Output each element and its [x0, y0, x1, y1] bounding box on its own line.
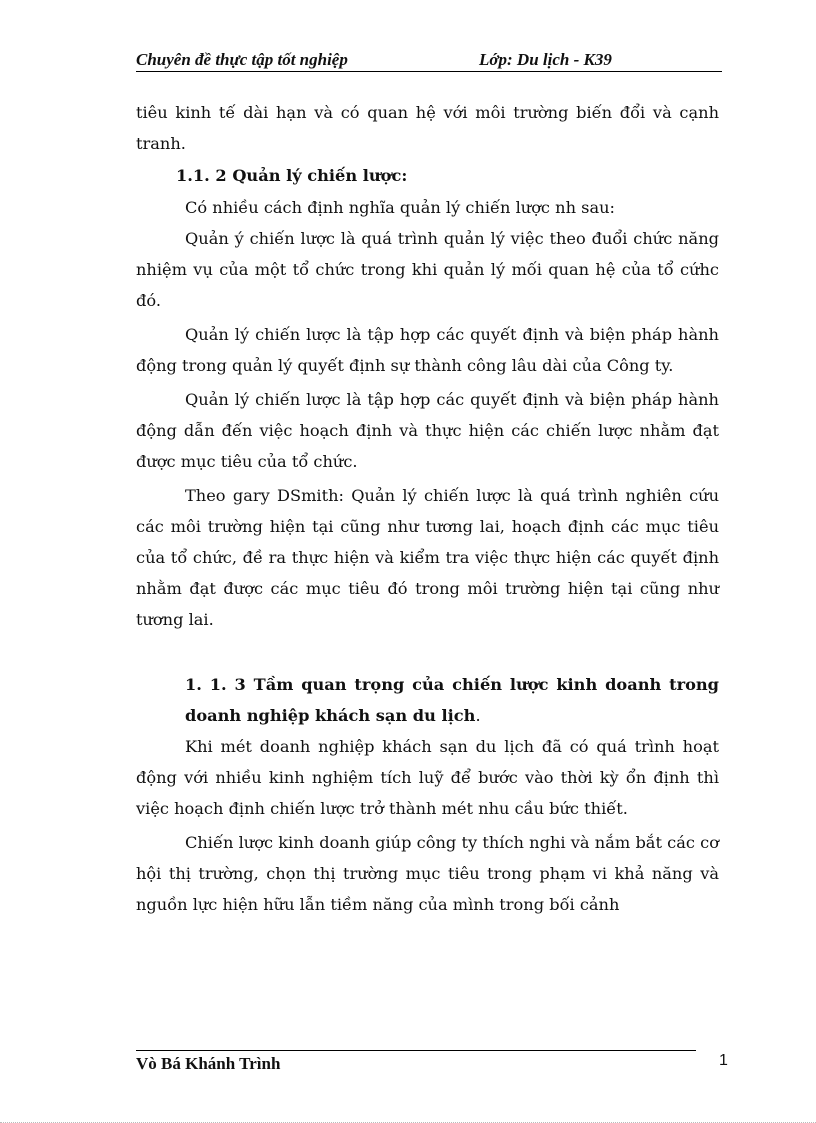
- section-heading-1-1-3: [136, 669, 719, 731]
- document-body: [136, 97, 719, 920]
- header-class-label: Lớp: Du lịch - K39: [479, 50, 612, 69]
- paragraph: Khi mét doanh nghiệp khách sạn du lịch đã có quá trình hoạt động với nhiều kinh nghiệm tích luỹ để bước vào thời kỳ ổn định thì việc hoạch định chiến lược trở thành mét nhu cầu bức thiết.: [136, 737, 719, 818]
- footer-author: Vò Bá Khánh Trình: [136, 1054, 281, 1073]
- section-heading-period: .: [475, 706, 481, 725]
- section-heading-text: 1. 1. 3 Tầm quan trọng của chiến lược kinh doanh trong doanh nghiệp khách sạn du lịch: [185, 675, 719, 725]
- page-header: [136, 49, 722, 72]
- paragraph: Quản ý chiến lược là quá trình quản lý việc theo đuổi chức năng nhiệm vụ của một tổ chức trong khi quản lý mối quan hệ của tổ cứhc đó.: [136, 229, 719, 310]
- paragraph: Quản lý chiến lược là tập hợp các quyết định và biện pháp hành động trong quản lý quyết định sự thành công lâu dài của Công ty.: [136, 325, 719, 375]
- section-heading-1-1-2: 1.1. 2 Quản lý chiến lược:: [176, 166, 408, 185]
- header-document-title: Chuyên đề thực tập tốt nghiệp: [136, 50, 348, 69]
- paragraph: Quản lý chiến lược là tập hợp các quyết định và biện pháp hành động dẫn đến việc hoạch định và thực hiện các chiến lược nhằm đạt được mục tiêu của tổ chức.: [136, 390, 719, 471]
- paragraph: tiêu kinh tế dài hạn và có quan hệ với môi trường biến đổi và cạnh tranh.: [136, 103, 719, 153]
- paragraph: Chiến lược kinh doanh giúp công ty thích nghi và nắm bắt các cơ hội thị trường, chọn thị trường mục tiêu trong phạm vi khả năng và nguồn lực hiện hữu lẫn tiềm năng của mình trong bối cảnh: [136, 833, 719, 914]
- paragraph: Theo gary DSmith: Quản lý chiến lược là quá trình nghiên cứu các môi trường hiện tại cũng như tương lai, hoạch định các mục tiêu của tổ chức, đề ra thực hiện và kiểm tra việc thực hiện các quyết định nhằm đạt được các mục tiêu đó trong môi trường hiện tại cũng như tương lai.: [136, 486, 719, 629]
- footer-divider: [136, 1050, 696, 1051]
- page-number: 1: [719, 1052, 728, 1069]
- paragraph: Có nhiều cách định nghĩa quản lý chiến lược nh sau:: [185, 198, 615, 217]
